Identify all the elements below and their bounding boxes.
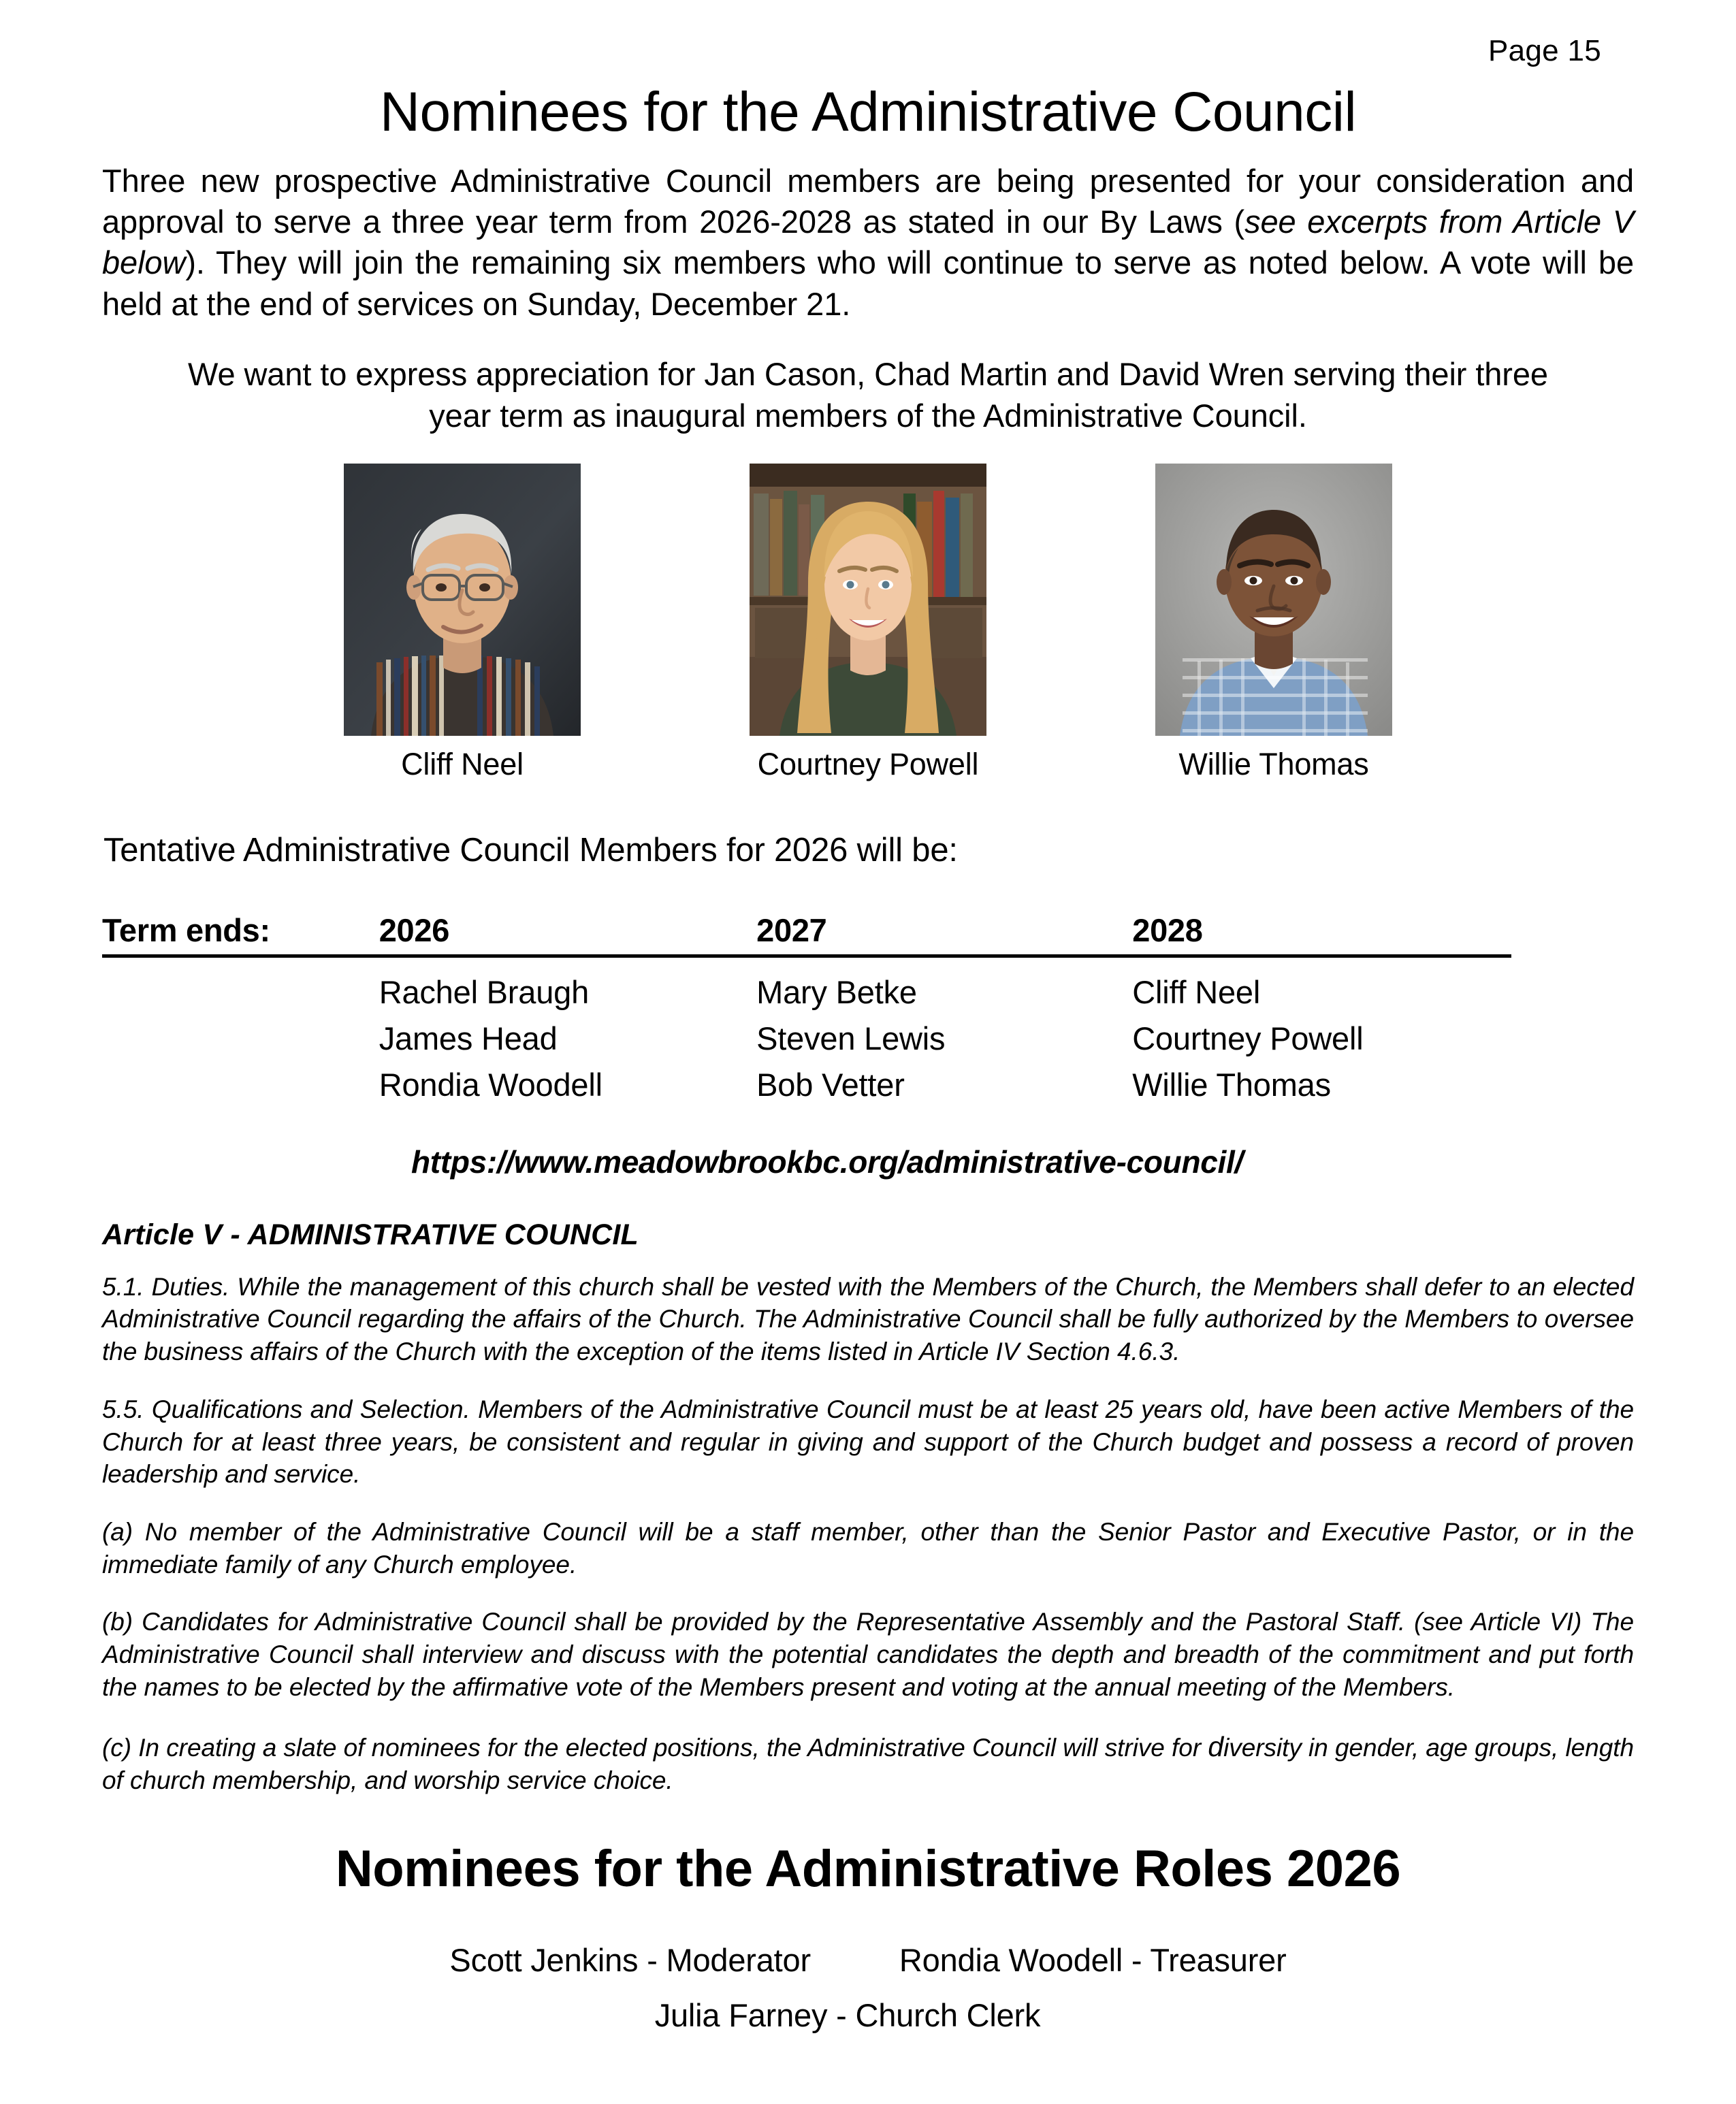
role-moderator: Scott Jenkins - Moderator — [449, 1942, 811, 1979]
table-header-row — [102, 911, 1511, 956]
bylaw-clause-c — [102, 1729, 1634, 1798]
council-url[interactable]: https://www.meadowbrookbc.org/administrative-council/ — [411, 1144, 1243, 1180]
nominee-caption: Courtney Powell — [757, 746, 979, 781]
bylaw-clause-5-5: 5.5. Qualifications and Selection. Members of the Administrative Council must be at least 25 years old, have been active Members of the Church for at least three years, be consistent and regular in giving and support of the Church budget and possess a record of proven leadership and service. — [102, 1395, 1634, 1489]
table-cell-2027: Mary Betke — [756, 973, 917, 1010]
table-cell-2027: Steven Lewis — [756, 1020, 946, 1057]
table-cell-2027: Bob Vetter — [756, 1067, 905, 1103]
nominee-caption: Willie Thomas — [1178, 746, 1369, 781]
intro-italic-note: see excerpts from Article V below — [102, 204, 1635, 281]
tentative-members-line: Tentative Administrative Council Members for 2026 will be: — [103, 831, 958, 869]
table-header-2028: 2028 — [1132, 911, 1511, 956]
portrait-willie-thomas — [1155, 464, 1392, 736]
nominee-photo-row — [102, 464, 1634, 782]
intro-paragraph — [102, 161, 1634, 325]
clause-c-part1: (c) In creating a slate of nominees for the elected positions, the Administrative Council will strive for — [102, 1733, 1208, 1762]
bylaw-clause-a: (a) No member of the Administrative Council will be a staff member, other than the Senior Pastor and Executive Pastor, or in the immediate family of any Church employee. — [102, 1518, 1634, 1579]
page-title: Nominees for the Administrative Council — [379, 81, 1357, 143]
bylaw-clause-5-1: 5.1. Duties. While the management of this church shall be vested with the Members of the Church, the Members shall defer to an elected Administrative Council regarding the affairs of the Church. The Administrative Council shall be fully authorized by the Members to oversee the business affairs of the Church with the exception of the items listed in Article IV Section 4.6.3. — [102, 1272, 1634, 1366]
portrait-cliff-neel — [344, 464, 581, 736]
members-table — [102, 911, 1511, 1108]
nominee-card-courtney-powell — [750, 464, 986, 782]
role-treasurer: Rondia Woodell - Treasurer — [899, 1942, 1287, 1979]
table-cell-2026: James Head — [379, 1020, 558, 1057]
table-header-2026: 2026 — [379, 911, 756, 956]
table-header-2027: 2027 — [756, 911, 1132, 956]
clause-c-part2: iversity in gender, age groups, length of church membership, and worship service choice. — [102, 1733, 1634, 1795]
clause-c-emphasized-d: d — [1208, 1730, 1224, 1762]
role-church-clerk: Julia Farney - Church Clerk — [654, 1997, 1041, 2034]
nominee-caption: Cliff Neel — [401, 746, 524, 781]
table-cell-2028: Courtney Powell — [1132, 1020, 1364, 1057]
intro-text-part2: ). They will join the remaining six members who will continue to serve as noted below. A vote will be held at the end of services on Sunday, December 21. — [102, 244, 1634, 322]
table-cell-2028: Willie Thomas — [1132, 1067, 1331, 1103]
appreciation-paragraph: We want to express appreciation for Jan Cason, Chad Martin and David Wren serving their three year term as inaugural members of the Administrative Council. — [188, 355, 1548, 434]
table-header-term-ends: Term ends: — [102, 911, 379, 956]
nominee-card-willie-thomas — [1155, 464, 1392, 782]
table-row — [102, 1061, 1511, 1107]
portrait-courtney-powell — [750, 464, 986, 736]
table-row — [102, 1015, 1511, 1061]
roles-title: Nominees for the Administrative Roles 2026 — [335, 1840, 1401, 1898]
page-number: Page 15 — [1488, 34, 1601, 67]
table-cell-2028: Cliff Neel — [1132, 973, 1261, 1010]
table-cell-2026: Rondia Woodell — [379, 1067, 602, 1103]
table-cell-blank — [102, 1061, 379, 1107]
table-cell-blank — [102, 1015, 379, 1061]
table-cell-blank — [102, 956, 379, 1015]
bylaw-clause-b: (b) Candidates for Administrative Council shall be provided by the Representative Assembly and the Pastoral Staff. (see Article VI) The Administrative Council shall interview and discuss with the potential candidates the depth and breadth of the commitment and put forth the names to be elected by the affirmative vote of the Members present and voting at the annual meeting of the Members. — [102, 1608, 1634, 1701]
table-cell-2026: Rachel Braugh — [379, 973, 590, 1010]
roles-row-top — [102, 1941, 1634, 1979]
article-v-heading: Article V - ADMINISTRATIVE COUNCIL — [102, 1218, 639, 1251]
table-row — [102, 956, 1511, 1015]
intro-text-part1: Three new prospective Administrative Council members are being presented for your consideration and approval to serve a three year term from 2026-2028 as stated in our By Laws ( — [102, 163, 1634, 240]
nominee-card-cliff-neel — [344, 464, 581, 782]
